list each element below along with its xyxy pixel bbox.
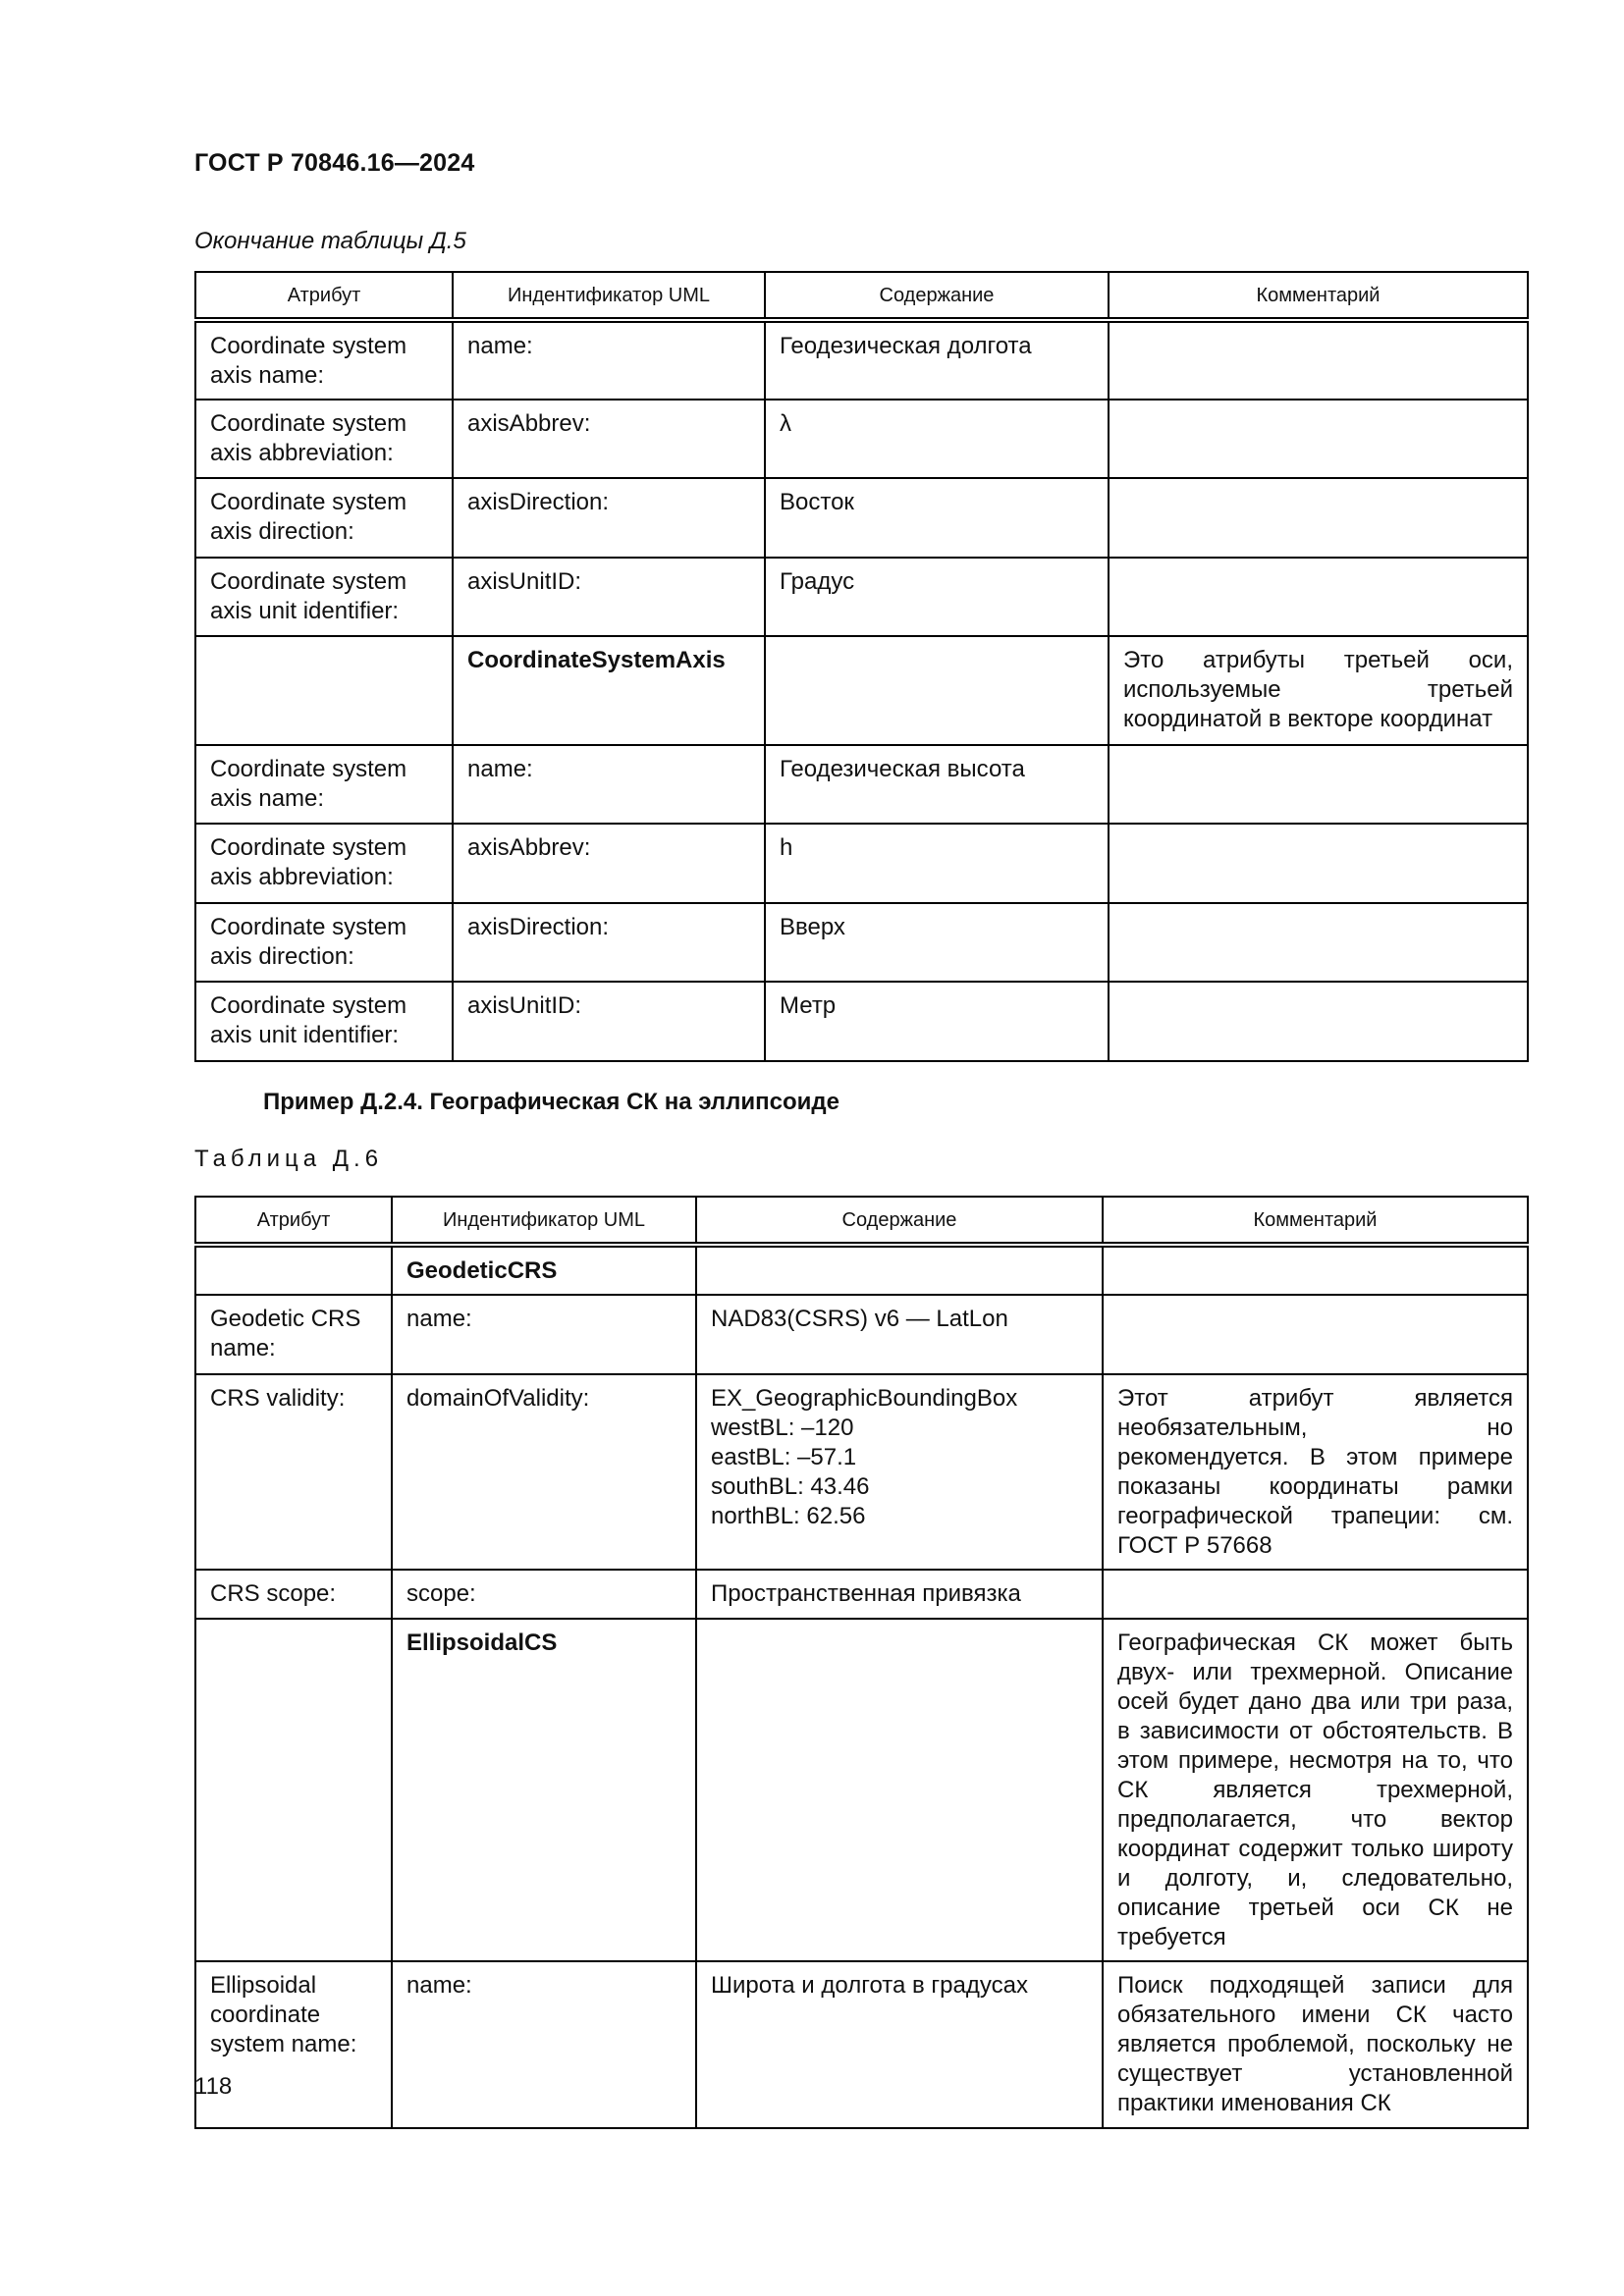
cell-content: Пространственная привязка <box>696 1570 1103 1619</box>
table-header-row <box>195 272 1528 320</box>
column-header-uml-identifier: Индентификатор UML <box>392 1197 696 1245</box>
cell-attribute <box>195 636 453 745</box>
cell-comment <box>1109 745 1528 824</box>
cell-content: Геодезическая долгота <box>765 320 1109 400</box>
cell-content <box>696 1374 1103 1570</box>
cell-attribute: Coordinate system axis abbreviation: <box>195 400 453 478</box>
bbox-south-line: southBL: 43.46 <box>711 1473 870 1500</box>
cell-attribute: Coordinate system axis direction: <box>195 903 453 982</box>
column-header-attribute: Атрибут <box>195 272 453 320</box>
cell-content: Геодезическая высота <box>765 745 1109 824</box>
bbox-type-line: EX_GeographicBoundingBox <box>711 1385 1018 1412</box>
cell-uml-identifier: name: <box>392 1295 696 1374</box>
cell-content: Метр <box>765 982 1109 1061</box>
table-row <box>195 1619 1528 1961</box>
example-heading: Пример Д.2.4. Географическая СК на эллипсоиде <box>263 1089 839 1115</box>
cell-attribute: CRS scope: <box>195 1570 392 1619</box>
cell-attribute: Coordinate system axis name: <box>195 320 453 400</box>
cell-attribute: Coordinate system axis unit identifier: <box>195 982 453 1061</box>
table-d5-end <box>194 271 1529 1062</box>
cell-attribute: Geodetic CRS name: <box>195 1295 392 1374</box>
cell-comment <box>1109 982 1528 1061</box>
cell-uml-identifier: name: <box>392 1961 696 2128</box>
cell-content <box>696 1619 1103 1961</box>
bbox-east-line: eastBL: –57.1 <box>711 1444 857 1470</box>
table-row <box>195 400 1528 478</box>
cell-attribute: Coordinate system axis direction: <box>195 478 453 558</box>
cell-uml-identifier: scope: <box>392 1570 696 1619</box>
table-header-row <box>195 1197 1528 1245</box>
cell-attribute: Coordinate system axis name: <box>195 745 453 824</box>
cell-content: Восток <box>765 478 1109 558</box>
cell-comment: Поиск подходящей записи для обязательного имени СК часто является проблемой, поскольку не существует установленной практики именования СК <box>1103 1961 1528 2128</box>
cell-content: Широта и долгота в градусах <box>696 1961 1103 2128</box>
cell-uml-identifier: axisUnitID: <box>453 558 765 636</box>
cell-attribute: CRS validity: <box>195 1374 392 1570</box>
cell-content: λ <box>765 400 1109 478</box>
cell-comment <box>1109 824 1528 903</box>
cell-uml-identifier: axisDirection: <box>453 903 765 982</box>
table-row <box>195 320 1528 400</box>
cell-uml-identifier: axisAbbrev: <box>453 824 765 903</box>
column-header-uml-identifier: Индентификатор UML <box>453 272 765 320</box>
cell-comment: Этот атрибут является необязательным, но рекомендуется. В этом примере показаны координаты рамки географической трапеции: см. ГОСТ Р 57668 <box>1103 1374 1528 1570</box>
cell-uml-identifier: CoordinateSystemAxis <box>453 636 765 745</box>
column-header-comment: Комментарий <box>1103 1197 1528 1245</box>
cell-attribute: Ellipsoidal coordinate system name: <box>195 1961 392 2128</box>
column-header-content: Содержание <box>765 272 1109 320</box>
table-row <box>195 558 1528 636</box>
table-row <box>195 1374 1528 1570</box>
cell-comment <box>1109 320 1528 400</box>
cell-uml-identifier: EllipsoidalCS <box>392 1619 696 1961</box>
table-row <box>195 1961 1528 2128</box>
table-continuation-caption: Окончание таблицы Д.5 <box>194 228 466 254</box>
cell-attribute <box>195 1245 392 1295</box>
table-row <box>195 824 1528 903</box>
cell-uml-identifier: name: <box>453 745 765 824</box>
table-row <box>195 982 1528 1061</box>
cell-comment <box>1109 400 1528 478</box>
table-d6 <box>194 1196 1529 2129</box>
document-header: ГОСТ Р 70846.16—2024 <box>194 149 475 177</box>
cell-uml-identifier: axisDirection: <box>453 478 765 558</box>
cell-comment <box>1109 903 1528 982</box>
page-number: 118 <box>194 2073 233 2100</box>
table-row <box>195 1295 1528 1374</box>
cell-content: h <box>765 824 1109 903</box>
cell-uml-identifier: domainOfValidity: <box>392 1374 696 1570</box>
bbox-west-line: westBL: –120 <box>711 1415 854 1441</box>
bbox-north-line: northBL: 62.56 <box>711 1503 866 1529</box>
cell-comment <box>1109 558 1528 636</box>
cell-uml-identifier: axisUnitID: <box>453 982 765 1061</box>
column-header-comment: Комментарий <box>1109 272 1528 320</box>
cell-uml-identifier: GeodeticCRS <box>392 1245 696 1295</box>
table-row <box>195 1245 1528 1295</box>
table-row <box>195 1570 1528 1619</box>
cell-content <box>696 1245 1103 1295</box>
table-row <box>195 636 1528 745</box>
cell-content: Градус <box>765 558 1109 636</box>
cell-comment <box>1103 1245 1528 1295</box>
cell-comment <box>1109 478 1528 558</box>
cell-content <box>765 636 1109 745</box>
column-header-content: Содержание <box>696 1197 1103 1245</box>
table-row <box>195 745 1528 824</box>
table-row <box>195 903 1528 982</box>
cell-attribute: Coordinate system axis unit identifier: <box>195 558 453 636</box>
cell-uml-identifier: name: <box>453 320 765 400</box>
cell-uml-identifier: axisAbbrev: <box>453 400 765 478</box>
table-row <box>195 478 1528 558</box>
cell-comment <box>1103 1570 1528 1619</box>
cell-comment: Географическая СК может быть двух- или трехмерной. Описание осей будет дано два или три раза, в зависимости от обстоятельств. В этом примере, несмотря на то, что СК является трехмерной, предполагается, что вектор координат содержит только широту и долготу, и, следовательно, описание третьей оси СК не требуется <box>1103 1619 1528 1961</box>
cell-content: NAD83(CSRS) v6 — LatLon <box>696 1295 1103 1374</box>
cell-comment <box>1103 1295 1528 1374</box>
cell-attribute: Coordinate system axis abbreviation: <box>195 824 453 903</box>
cell-content: Вверх <box>765 903 1109 982</box>
table-caption: Таблица Д.6 <box>194 1146 384 1172</box>
cell-attribute <box>195 1619 392 1961</box>
column-header-attribute: Атрибут <box>195 1197 392 1245</box>
cell-comment: Это атрибуты третьей оси, используемые третьей координатой в векторе координат <box>1109 636 1528 745</box>
